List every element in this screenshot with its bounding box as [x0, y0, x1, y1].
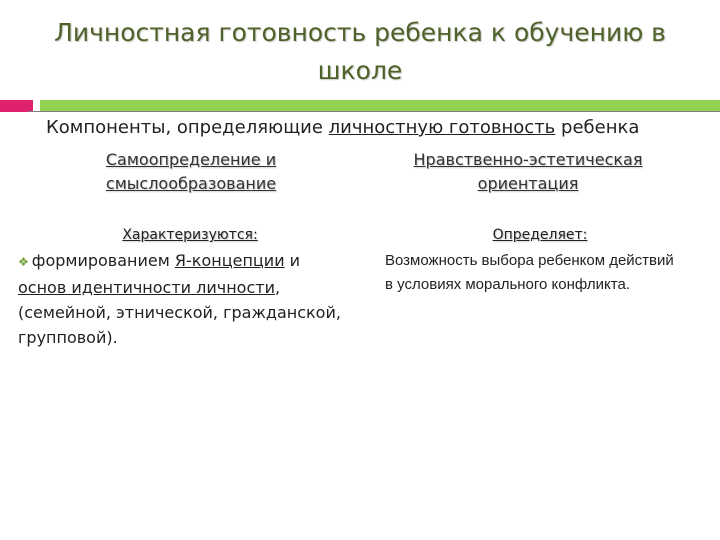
- left-body-part-3: и: [284, 251, 301, 270]
- slide-title-line-1: Личностная готовность ребенка к обучению в: [54, 18, 666, 47]
- left-heading-line-1: Самоопределение и: [105, 150, 277, 169]
- subtitle-suffix: ребенка: [555, 117, 640, 138]
- divider-line: [28, 111, 720, 112]
- subtitle-underlined: личностную готовность: [328, 117, 556, 138]
- right-heading-line-2: ориентация: [477, 174, 579, 193]
- right-column-heading: [383, 148, 673, 196]
- left-column-label: Характеризуются:: [122, 227, 258, 243]
- slide-title: [0, 14, 720, 90]
- right-heading-line-1: Нравственно-эстетическая: [413, 150, 643, 169]
- slide-title-line-2: школе: [317, 56, 403, 85]
- right-column-label: Определяет:: [492, 227, 588, 243]
- left-body-part-2: Я-концепции: [174, 251, 285, 270]
- right-column-body: Возможность выбора ребенком действий в условиях морального конфликта.: [385, 252, 674, 293]
- diamond-bullet-icon: ❖: [18, 255, 29, 269]
- left-body-part-1: формированием: [31, 251, 175, 270]
- left-column-body: [18, 248, 348, 350]
- left-body-part-4: основ идентичности личности: [18, 278, 275, 297]
- left-body-part-5: , (семейной, этнической, гражданской, групповой).: [18, 278, 341, 347]
- subtitle-prefix: Компоненты, определяющие: [46, 117, 329, 138]
- left-column-heading: [68, 148, 314, 196]
- components-subtitle: [46, 117, 639, 138]
- left-heading-line-2: смыслообразование: [105, 174, 277, 193]
